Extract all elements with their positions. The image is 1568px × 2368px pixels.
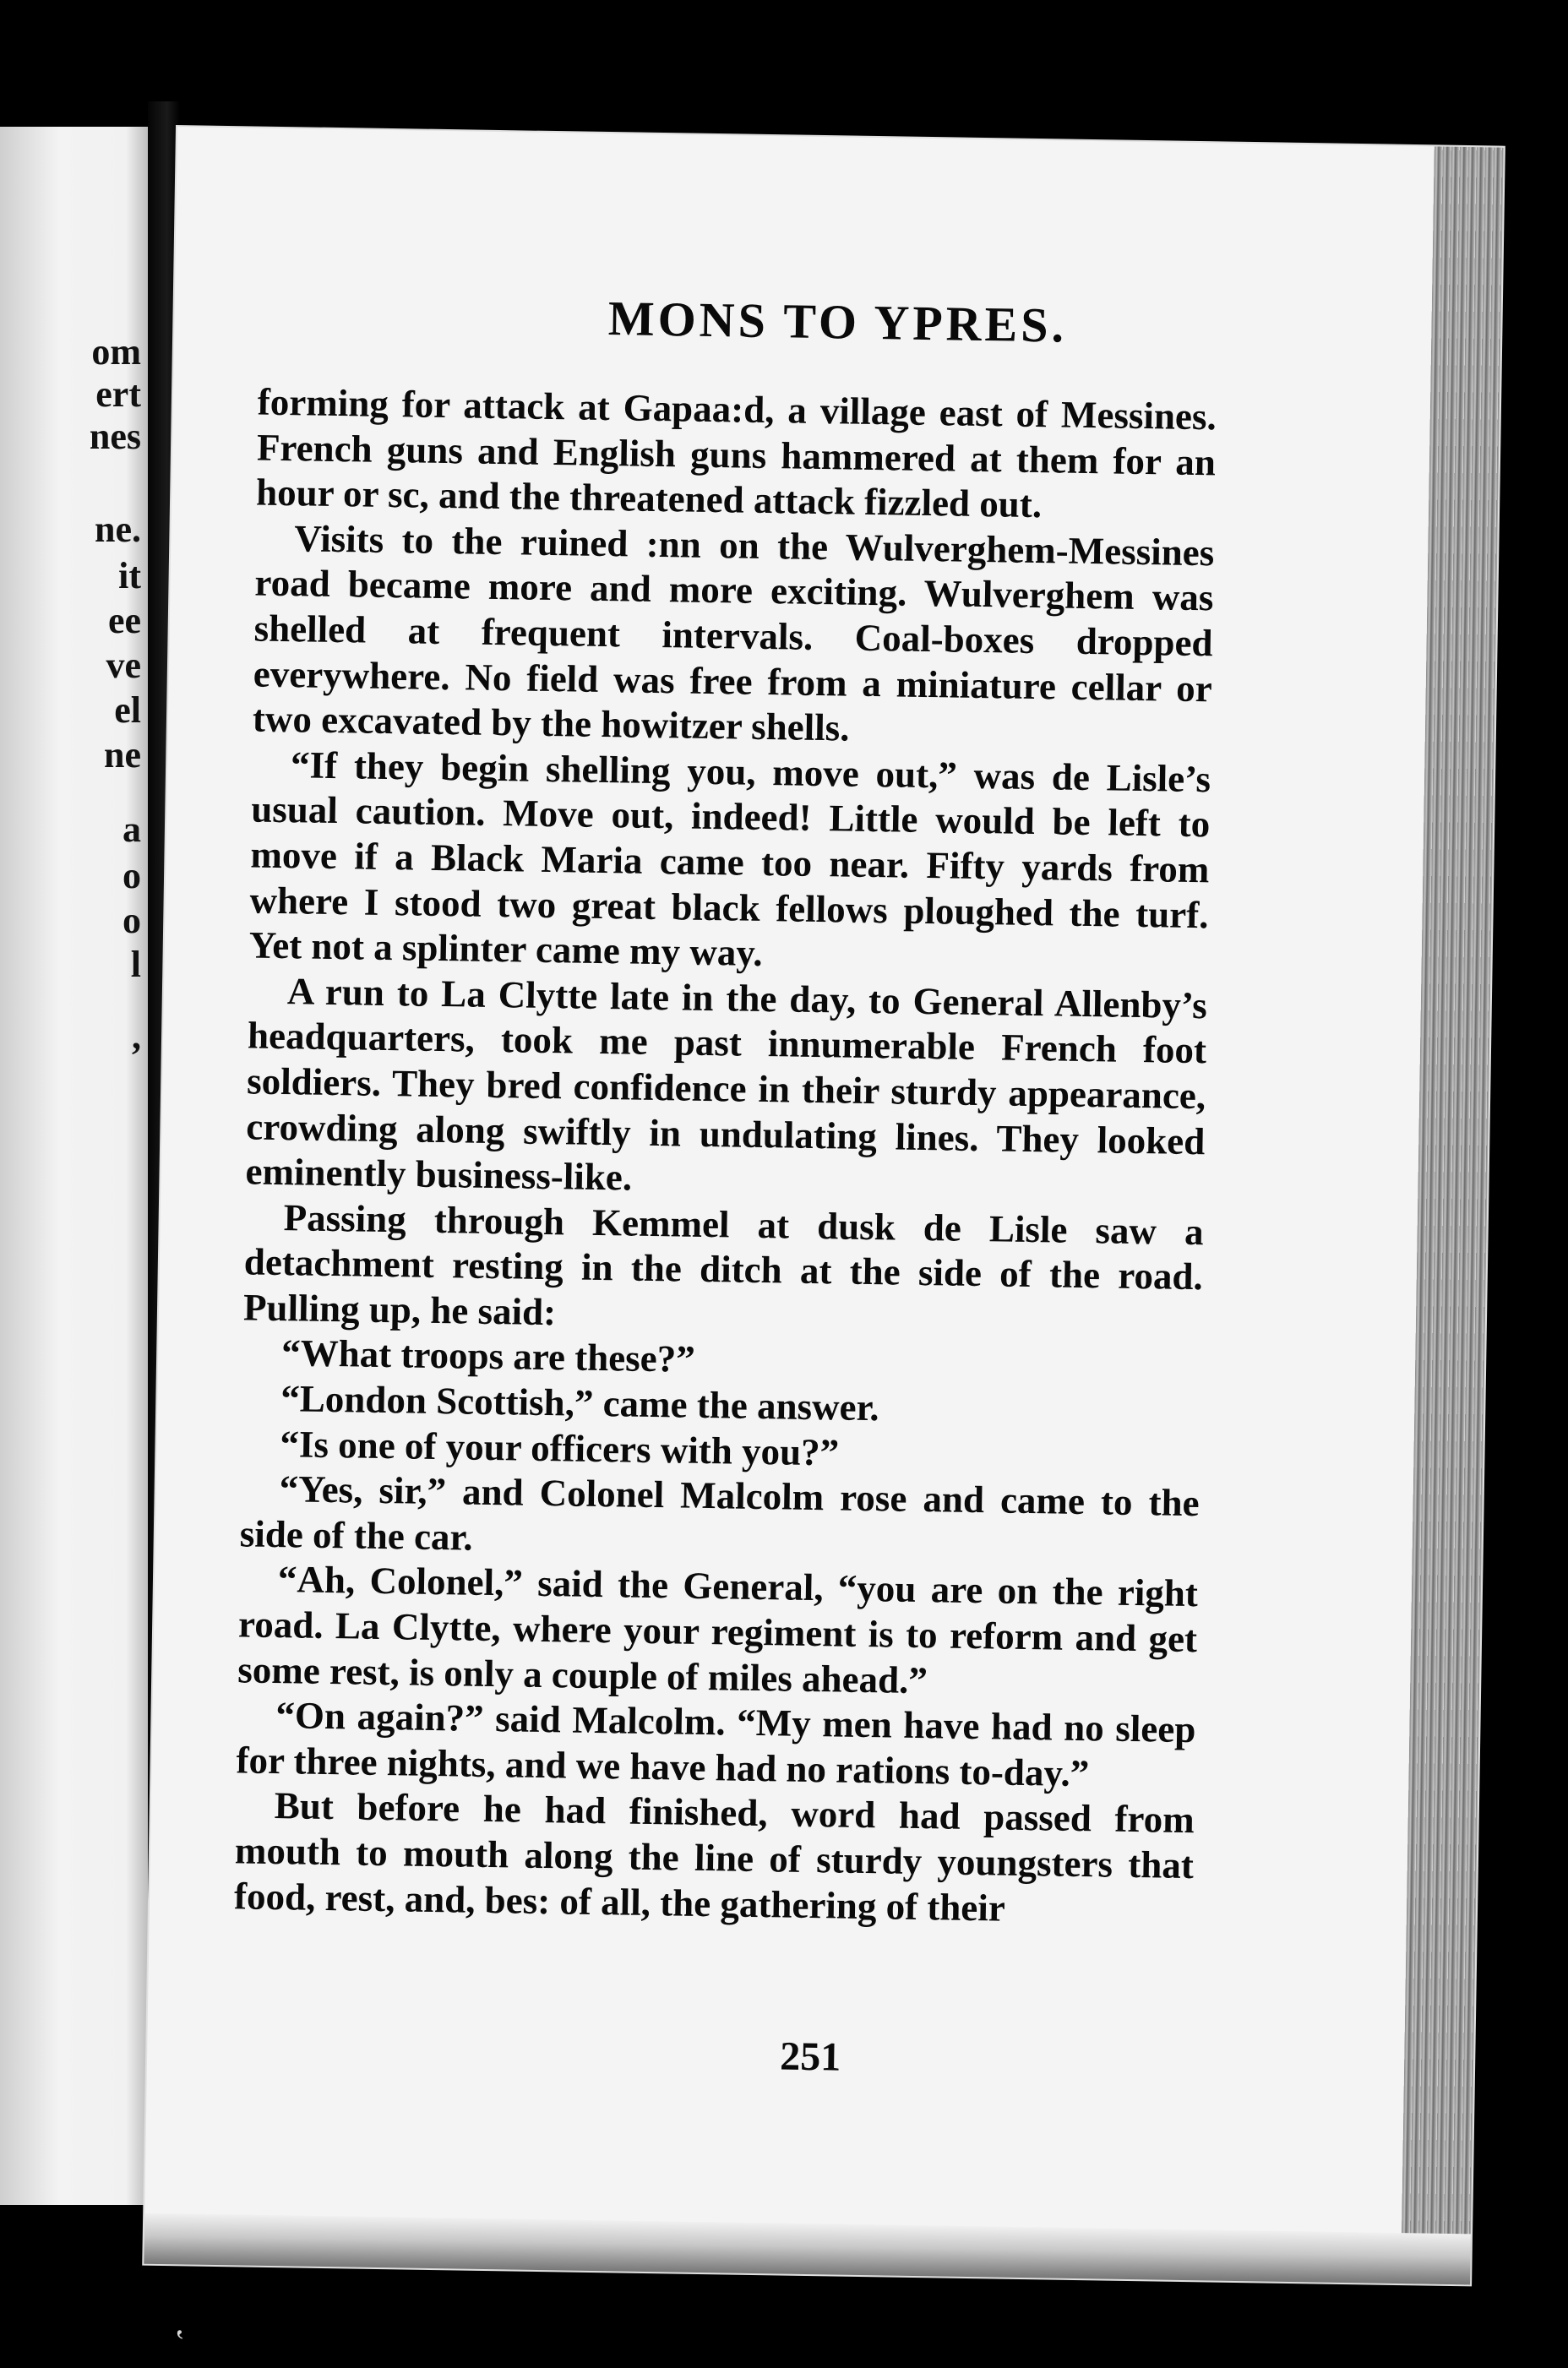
left-page-fragment: nes xyxy=(89,416,141,457)
paragraph: “If they begin shelling you, move out,” was de Lisle’s usual caution. Move out, indeed! Little would be left to move if a Black Maria came too near. Fifty yards from where I stood two great black fellows ploughed the turf. Yet not a splinter came my way. xyxy=(248,743,1211,975)
running-head: MONS TO YPRES. xyxy=(607,291,1068,353)
paragraph: “Ah, Colonel,” said the General, “you are on the right road. La Clytte, where your regiment is to reform and get some rest, is only a couple of miles ahead.” xyxy=(237,1558,1199,1701)
paragraph: “Is one of your officers with you?” xyxy=(280,1422,840,1474)
page-stack-edge xyxy=(1401,146,1504,2284)
left-page-sliver xyxy=(0,127,148,2205)
left-page-fragment: l xyxy=(130,944,141,985)
paragraph: Visits to the ruined :nn on the Wulverghem-Messines road became more and more exciting. Wulverghem was shelled at frequent intervals. Coal-boxes dropped everywhere. No field was free from a miniature cellar or two excavated by the howitzer shells. xyxy=(252,517,1215,749)
scan-artifact-mark: ‛ xyxy=(174,2322,186,2360)
paragraph: “What troops are these?” xyxy=(280,1331,696,1381)
left-page-fragment: ert xyxy=(95,373,141,415)
left-page-fragment: it xyxy=(118,555,141,596)
book-page xyxy=(144,127,1504,2284)
page-number: 251 xyxy=(779,2033,841,2080)
left-page-fragment: o xyxy=(122,900,141,941)
left-page-fragment: , xyxy=(132,1015,141,1057)
body-text xyxy=(234,380,1217,1935)
left-page-fragment: o xyxy=(122,855,141,896)
left-page-fragment: ne. xyxy=(95,509,141,550)
paragraph: A run to La Clytte late in the day, to General Allenby’s headquarters, took me past innumerable French foot soldiers. They bred confidence in their sturdy appearance, crowding along swiftly in undulating lines. They looked eminently business-like. xyxy=(245,969,1208,1199)
left-page-fragment: el xyxy=(114,689,141,731)
left-page-fragment: ee xyxy=(107,600,141,641)
paragraph: forming for attack at Gapaa:d, a village east of Messines. French guns and English guns hammered at them for an hour or sc, and the threatened attack fizzled out. xyxy=(255,380,1217,526)
paragraph: “London Scottish,” came the answer. xyxy=(280,1377,880,1429)
paragraph: “On again?” said Malcolm. “My men have had no sleep for three nights, and we have had no rations to-day.” xyxy=(236,1694,1196,1795)
paragraph: But before he had finished, word had passed from mouth to mouth along the line of sturdy youngsters that food, rest, and, bes: of all, the gathering of their xyxy=(233,1784,1195,1930)
left-page-fragment: a xyxy=(122,808,141,850)
page-bottom-edge xyxy=(144,2213,1471,2285)
left-page-fragment: ne xyxy=(104,734,141,776)
left-page-fragment: ve xyxy=(106,645,141,686)
left-page-fragment: om xyxy=(91,331,141,373)
paragraph: “Yes, sir,” and Colonel Malcolm rose and came to the side of the car. xyxy=(239,1467,1200,1559)
paragraph: Passing through Kemmel at dusk de Lisle saw a detachment resting in the ditch at the side of the road. Pulling up, he said: xyxy=(242,1195,1204,1334)
